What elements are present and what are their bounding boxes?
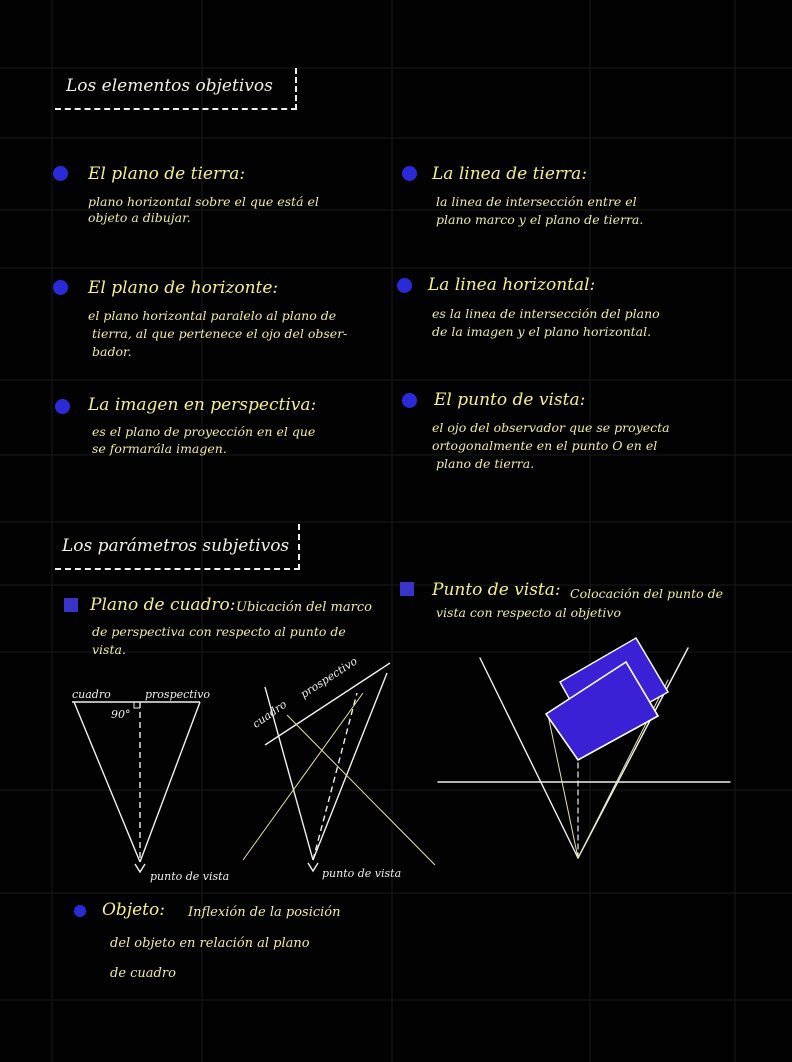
- bullet-icon: [402, 166, 417, 181]
- punto-vista-label-2: punto de vista: [322, 867, 402, 880]
- plano-cuadro-diagram-1: [60, 680, 220, 885]
- item-desc-line: ortogonalmente en el punto O en el: [432, 438, 658, 453]
- item-title: El plano de horizonte:: [88, 278, 279, 298]
- bullet-icon: [55, 399, 70, 414]
- plano-cuadro-desc-line: vista.: [92, 642, 126, 657]
- punto-vista-label-1: punto de vista: [150, 870, 230, 883]
- cuadro-label-2: cuadro: [250, 697, 290, 731]
- item-desc-line: el plano horizontal paralelo al plano de: [88, 308, 337, 323]
- objeto-desc-line: del objeto en relación al plano: [110, 936, 310, 951]
- section2-title: Los parámetros subjetivos: [62, 536, 290, 556]
- plano-cuadro-title: Plano de cuadro:: [90, 595, 236, 615]
- item-desc-line: plano horizontal sobre el que está el: [88, 194, 319, 209]
- objeto-title: Objeto:: [102, 900, 165, 920]
- bullet-icon: [397, 278, 412, 293]
- item-desc-line: de la imagen y el plano horizontal.: [432, 324, 652, 339]
- bullet-icon: [402, 393, 417, 408]
- punto-vista-title: Punto de vista:: [432, 580, 561, 600]
- prospectivo-label: prospectivo: [145, 688, 211, 701]
- objeto-desc-line: de cuadro: [110, 966, 176, 981]
- item-title: El punto de vista:: [434, 390, 586, 410]
- item-desc-line: es el plano de proyección en el que: [92, 424, 316, 439]
- plano-cuadro-desc-line: de perspectiva con respecto al punto de: [92, 624, 346, 639]
- item-desc-line: objeto a dibujar.: [88, 210, 191, 225]
- item-title: La linea de tierra:: [432, 164, 588, 184]
- item-desc-line: plano marco y el plano de tierra.: [436, 212, 644, 227]
- punto-vista-diagram: [430, 630, 740, 870]
- item-desc-line: tierra, al que pertenece el ojo del obser-: [92, 326, 348, 341]
- punto-vista-desc-line: vista con respecto al objetivo: [436, 605, 622, 620]
- cuadro-label: cuadro: [72, 688, 111, 701]
- square-bullet-icon: [400, 582, 414, 596]
- plano-cuadro-desc-line: Ubicación del marco: [236, 600, 372, 615]
- item-desc-line: la linea de intersección entre el: [436, 194, 637, 209]
- objeto-desc-line: Inflexión de la posición: [188, 905, 341, 920]
- item-desc-line: el ojo del observador que se proyecta: [432, 420, 670, 435]
- item-desc-line: plano de tierra.: [436, 456, 535, 471]
- punto-vista-desc-line: Colocación del punto de: [570, 586, 724, 601]
- angle-label: 90°: [111, 708, 131, 721]
- item-title: La linea horizontal:: [428, 275, 596, 295]
- bullet-icon: [53, 166, 68, 181]
- square-bullet-icon: [64, 598, 78, 612]
- prospectivo-label-2: prospectivo: [298, 654, 360, 701]
- bullet-icon: [74, 905, 86, 917]
- bullet-icon: [53, 280, 68, 295]
- item-desc-line: bador.: [92, 344, 132, 359]
- item-title: El plano de tierra:: [88, 164, 246, 184]
- section1-title: Los elementos objetivos: [66, 76, 273, 96]
- item-desc-line: es la linea de intersección del plano: [432, 306, 660, 321]
- item-title: La imagen en perspectiva:: [88, 395, 317, 415]
- plano-cuadro-diagram-2: [225, 655, 440, 885]
- item-desc-line: se formarála imagen.: [92, 441, 227, 456]
